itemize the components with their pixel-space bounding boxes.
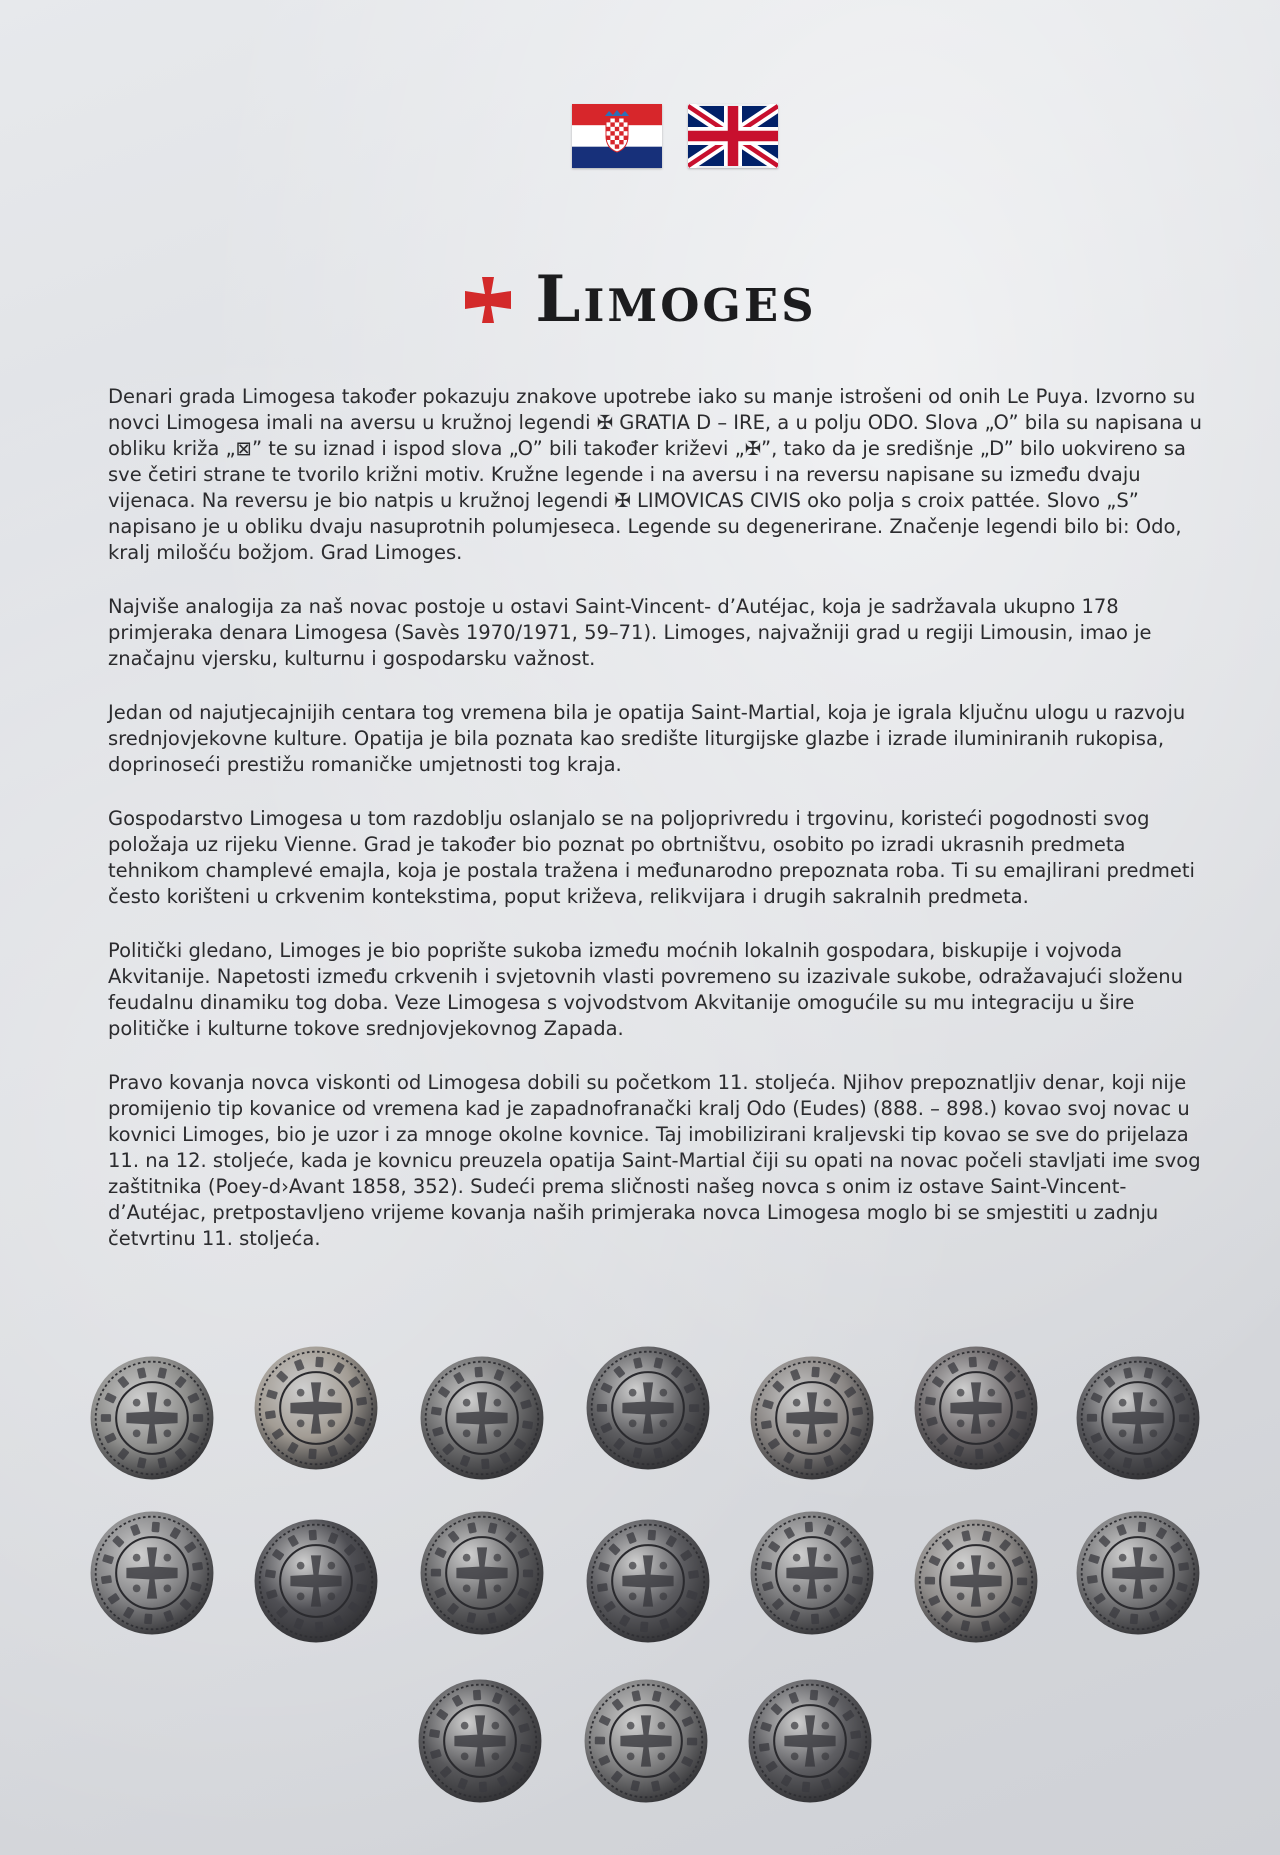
page-title: Limoges	[535, 262, 817, 337]
coin-image	[418, 1354, 546, 1482]
coin-icon	[252, 1344, 380, 1472]
coin-icon	[416, 1677, 544, 1805]
coin-icon	[746, 1677, 874, 1805]
coin-icon	[912, 1517, 1040, 1645]
coin-image	[746, 1677, 874, 1805]
croatia-flag-icon[interactable]	[572, 104, 662, 168]
coin-icon	[418, 1509, 546, 1637]
coin-icon	[1074, 1509, 1202, 1637]
coin-icon	[1074, 1354, 1202, 1482]
uk-flag-icon[interactable]	[688, 104, 778, 168]
coin-image	[252, 1517, 380, 1645]
coin-image	[1074, 1354, 1202, 1482]
coin-image	[418, 1509, 546, 1637]
coin-icon	[418, 1354, 546, 1482]
coin-gallery	[0, 1345, 1280, 1815]
coin-icon	[88, 1509, 216, 1637]
coin-image	[252, 1344, 380, 1472]
coin-image	[584, 1517, 712, 1645]
coin-image	[748, 1354, 876, 1482]
coin-icon	[912, 1344, 1040, 1472]
coin-image	[912, 1344, 1040, 1472]
coin-image	[584, 1344, 712, 1472]
paragraph: Jedan od najutjecajnijih centara tog vremena bila je opatija Saint-Martial, koja je igrala ključnu ulogu u razvoju srednjovjekovne kulture. Opatija je bila poznata kao središte liturgijske glazbe i izrade iluminiranih rukopisa, doprinoseći prestižu romaničke umjetnosti tog kraja.	[108, 701, 1186, 776]
paragraph: Najviše analogija za naš novac postoje u ostavi Saint-Vincent- d’Autéjac, koja je sadržavala ukupno 178 primjeraka denara Limogesa (Savès 1970/1971, 59–71). Limoges, najvažniji grad u regiji Limousin, imao je značajnu vjersku, kulturnu i gospodarsku važnost.	[108, 595, 1152, 670]
coin-image	[416, 1677, 544, 1805]
coin-icon	[748, 1354, 876, 1482]
coin-image	[1074, 1509, 1202, 1637]
coin-image	[748, 1509, 876, 1637]
coin-image	[582, 1677, 710, 1805]
coin-image	[88, 1354, 216, 1482]
paragraph: Denari grada Limogesa također pokazuju znakove upotrebe iako su manje istrošeni od onih Le Puya. Izvorno su novci Limogesa imali na aversu u kružnoj legendi ✠ GRATIA D – IRE, a u polju ODO. Slova „O” bila su napisana u obliku križa „⊠” te su iznad i ispod slova „O” bili također križevi „✠”, tako da je središnje „D” bilo uokvireno sa sve četiri strane te tvorilo križni motiv. Kružne legende i na aversu i na reversu napisane su između dvaju vijenaca. Na reversu je bio natpis u kružnoj legendi ✠ LIMOVICAS CIVIS oko polja s croix pattée. Slovo „S” napisano je u obliku dvaju nasuprotnih polumjeseca. Legende su degenerirane. Značenje legendi bilo bi: Odo, kralj milošću božjom. Grad Limoges.	[108, 385, 1202, 564]
article-body	[108, 384, 1208, 1280]
paragraph: Politički gledano, Limoges je bio poprište sukoba između moćnih lokalnih gospodara, biskupije i vojvoda Akvitanije. Napetosti između crkvenih i svjetovnih vlasti povremeno su izazivale sukobe, odražavajući složenu feudalnu dinamiku tog doba. Veze Limogesa s vojvodstvom Akvitanije omogućile su mu integraciju u šire političke i kulturne tokove srednjovjekovnog Zapada.	[108, 939, 1184, 1040]
coin-icon	[584, 1517, 712, 1645]
language-flags	[572, 104, 778, 168]
cross-pattee-icon	[463, 275, 513, 325]
coin-icon	[584, 1344, 712, 1472]
page-title-row	[0, 262, 1280, 337]
coin-icon	[748, 1509, 876, 1637]
coin-image	[88, 1509, 216, 1637]
paragraph: Pravo kovanja novca viskonti od Limogesa dobili su početkom 11. stoljeća. Njihov prepoznatljiv denar, koji nije promijenio tip kovanice od vremena kad je zapadnofranački kralj Odo (Eudes) (888. – 898.) kovao svoj novac u kovnici Limoges, bio je uzor i za mnoge okolne kovnice. Taj imobilizirani kraljevski tip kovao se sve do prijelaza 11. na 12. stoljeće, kada je kovnicu preuzela opatija Saint-Martial čiji su opati na novac počeli stavljati ime svog zaštitnika (Poey-d›Avant 1858, 352). Sudeći prema sličnosti našeg novca s onim iz ostave Saint-Vincent-d’Autéjac, pretpostavljeno vrijeme kovanja naših primjeraka novca Limogesa moglo bi se smjestiti u zadnju četvrtinu 11. stoljeća.	[108, 1071, 1201, 1250]
coin-icon	[582, 1677, 710, 1805]
paragraph: Gospodarstvo Limogesa u tom razdoblju oslanjalo se na poljoprivredu i trgovinu, koristeći pogodnosti svog položaja uz rijeku Vienne. Grad je također bio poznat po obrtništvu, osobito po izradi ukrasnih predmeta tehnikom champlevé emajla, koja je postala tražena i međunarodno prepoznata roba. Ti su emajlirani predmeti često korišteni u crkvenim kontekstima, poput križeva, relikvijara i drugih sakralnih predmeta.	[108, 807, 1195, 908]
coin-icon	[252, 1517, 380, 1645]
coin-image	[912, 1517, 1040, 1645]
coin-icon	[88, 1354, 216, 1482]
